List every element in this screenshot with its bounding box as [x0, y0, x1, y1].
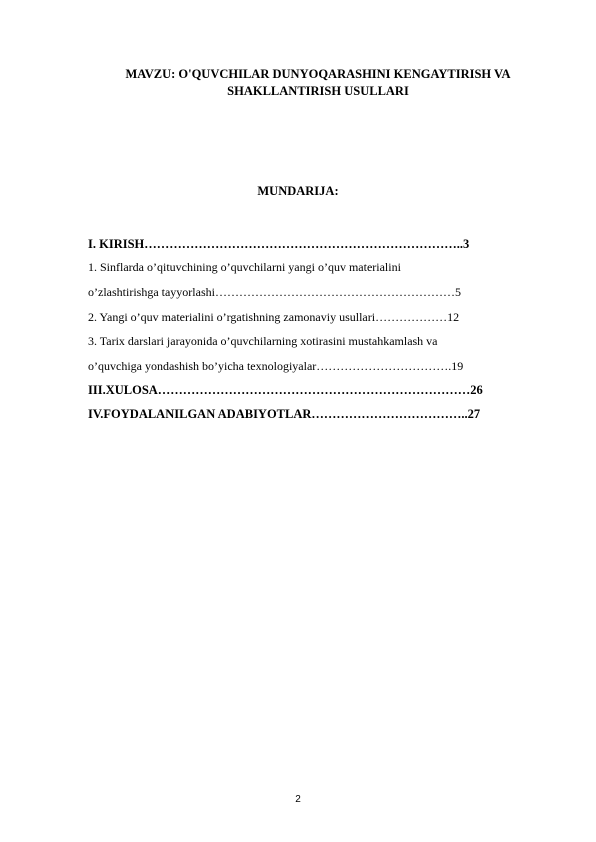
toc-entry-1-line-1: 1. Sinflarda o’qituvchining o’quvchilarni yangi o’quv materialini [88, 260, 401, 274]
title-line-2: SHAKLLANTIRISH USULLARI [227, 84, 409, 98]
toc-entry-introduction: I. KIRISH…………………………………………………………………..3 [88, 237, 470, 251]
toc-entry-1-line-2: o’zlashtirishga tayyorlashi……………………………………………………5 [88, 285, 461, 299]
title-line-1: MAVZU: O'QUVCHILAR DUNYOQARASHINI KENGAYTIRISH VA [125, 67, 511, 81]
toc-heading: MUNDARIJA: [257, 184, 339, 198]
toc-entry-references: IV.FOYDALANILGAN ADABIYOTLAR………………………………..27 [88, 407, 481, 421]
document-title [88, 66, 548, 100]
page-number: 2 [295, 794, 301, 805]
toc-entry-3-line-1: 3. Tarix darslari jarayonida o’quvchilarning xotirasini mustahkamlash va [88, 334, 438, 348]
toc-entry-conclusion: III.XULOSA…………………………………………………………………26 [88, 383, 483, 397]
toc-entry-3-line-2: o’quvchiga yondashish bo’yicha texnologiyalar…………………………….19 [88, 359, 464, 373]
toc-entry-2: 2. Yangi o’quv materialini o’rgatishning zamonaviy usullari………………12 [88, 310, 460, 324]
